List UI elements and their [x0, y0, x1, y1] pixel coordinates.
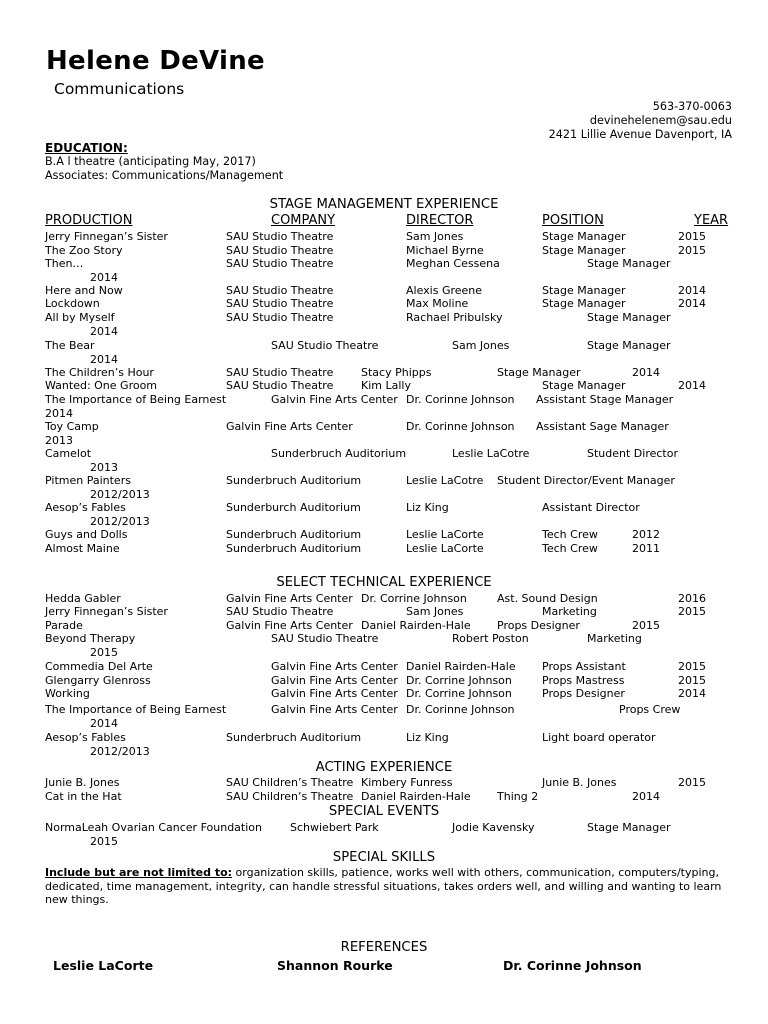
- stage-row: [0, 311, 768, 338]
- year: 2015: [678, 244, 706, 257]
- special-events-heading: SPECIAL EVENTS: [328, 804, 440, 819]
- company: Galvin Fine Arts Center: [226, 420, 353, 433]
- company: SAU Studio Theatre: [226, 311, 334, 324]
- skills-paragraph: [45, 866, 735, 907]
- stage-row: [0, 501, 768, 528]
- position: Assistant Stage Manager: [536, 393, 674, 406]
- year: 2015: [90, 646, 118, 659]
- production: The Importance of Being Earnest: [45, 393, 227, 406]
- year: 2014: [45, 407, 73, 420]
- company: SAU Studio Theatre: [226, 605, 334, 618]
- production: Camelot: [45, 447, 92, 460]
- year: 2012: [632, 528, 660, 541]
- director: Kim Lally: [361, 379, 411, 392]
- director: Alexis Greene: [406, 284, 483, 297]
- company: Galvin Fine Arts Center: [271, 393, 398, 406]
- acting-row: [0, 790, 768, 804]
- production: Commedia Del Arte: [45, 660, 153, 673]
- director: Jodie Kavensky: [452, 821, 535, 834]
- stage-row: [0, 420, 768, 447]
- candidate-field: Communications: [54, 80, 185, 98]
- email-address: devinehelenem@sau.edu: [589, 114, 732, 127]
- position: Stage Manager: [542, 297, 626, 310]
- year: 2011: [632, 542, 660, 555]
- director: Dr. Corrine Johnson: [361, 592, 467, 605]
- company: SAU Children’s Theatre: [226, 776, 354, 789]
- special-skills-heading: SPECIAL SKILLS: [332, 850, 436, 865]
- column-company: COMPANY: [271, 213, 336, 228]
- company: SAU Studio Theatre: [226, 366, 334, 379]
- production: Aesop’s Fables: [45, 501, 126, 514]
- education-heading: EDUCATION:: [45, 141, 128, 155]
- year: 2015: [678, 674, 706, 687]
- position: Assistant Sage Manager: [536, 420, 669, 433]
- stage-row: [0, 542, 768, 556]
- company: Sunderbruch Auditorium: [226, 731, 362, 744]
- company: Sunderbruch Auditorium: [226, 542, 362, 555]
- education-line: Associates: Communications/Management: [45, 169, 284, 182]
- production: Then…: [45, 257, 84, 270]
- year: 2014: [632, 366, 660, 379]
- stage-row: [0, 366, 768, 380]
- stage-row: [0, 393, 768, 420]
- production: Glengarry Glenross: [45, 674, 151, 687]
- company: Sunderbruch Auditorium: [226, 474, 362, 487]
- year: 2014: [90, 717, 118, 730]
- position: Light board operator: [542, 731, 656, 744]
- references-heading: REFERENCES: [340, 940, 428, 955]
- director: Sam Jones: [452, 339, 510, 352]
- stage-row: [0, 528, 768, 542]
- director: Max Moline: [406, 297, 469, 310]
- production: Cat in the Hat: [45, 790, 122, 803]
- phone-number: 563-370-0063: [652, 100, 732, 113]
- year: 2014: [90, 271, 118, 284]
- director: Sam Jones: [406, 605, 464, 618]
- position: Stage Manager: [497, 366, 581, 379]
- technical-row: [0, 674, 768, 688]
- company: SAU Children’s Theatre: [226, 790, 354, 803]
- year: 2013: [90, 461, 118, 474]
- production: Pitmen Painters: [45, 474, 131, 487]
- year: 2014: [678, 297, 706, 310]
- company: SAU Studio Theatre: [226, 284, 334, 297]
- candidate-name: Helene DeVine: [46, 46, 265, 76]
- director: Michael Byrne: [406, 244, 484, 257]
- technical-row: [0, 660, 768, 674]
- production: Aesop’s Fables: [45, 731, 126, 744]
- year: 2015: [678, 776, 706, 789]
- director: Dr. Corrine Johnson: [406, 674, 512, 687]
- production: All by Myself: [45, 311, 115, 324]
- education-line: B.A l theatre (anticipating May, 2017): [45, 155, 256, 168]
- street-address: 2421 Lillie Avenue Davenport, IA: [548, 128, 732, 141]
- year: 2012/2013: [90, 488, 150, 501]
- production: Beyond Therapy: [45, 632, 136, 645]
- position: Stage Manager: [587, 821, 671, 834]
- year: 2015: [632, 619, 660, 632]
- director: Daniel Rairden-Hale: [361, 790, 471, 803]
- position: Stage Manager: [542, 244, 626, 257]
- role: Thing 2: [497, 790, 539, 803]
- skills-lead: Include but are not limited to:: [45, 866, 233, 879]
- reference-name: Dr. Corinne Johnson: [503, 958, 642, 973]
- company: Galvin Fine Arts Center: [271, 703, 398, 716]
- stage-row: [0, 447, 768, 474]
- company: Galvin Fine Arts Center: [271, 687, 398, 700]
- position: Stage Manager: [587, 257, 671, 270]
- year: 2015: [678, 605, 706, 618]
- director: Meghan Cessena: [406, 257, 500, 270]
- position: Stage Manager: [542, 284, 626, 297]
- technical-row: [0, 619, 768, 633]
- director: Dr. Corrine Johnson: [406, 687, 512, 700]
- director: Liz King: [406, 731, 449, 744]
- technical-row: [0, 687, 768, 701]
- position: Stage Manager: [587, 339, 671, 352]
- year: 2012/2013: [90, 515, 150, 528]
- acting-heading: ACTING EXPERIENCE: [315, 760, 453, 775]
- column-director: DIRECTOR: [406, 213, 474, 228]
- position: Marketing: [587, 632, 642, 645]
- company: Sunderburch Auditorium: [226, 501, 361, 514]
- stage-row: [0, 379, 768, 393]
- company: Galvin Fine Arts Center: [226, 592, 353, 605]
- production: Jerry Finnegan’s Sister: [45, 605, 168, 618]
- position: Ast. Sound Design: [497, 592, 598, 605]
- position: Props Designer: [497, 619, 580, 632]
- reference-name: Leslie LaCorte: [53, 958, 154, 973]
- production: The Children’s Hour: [45, 366, 154, 379]
- stage-row: [0, 257, 768, 284]
- technical-row: [0, 731, 768, 758]
- company: SAU Studio Theatre: [271, 632, 379, 645]
- director: Daniel Rairden-Hale: [361, 619, 471, 632]
- position: Tech Crew: [542, 528, 598, 541]
- production: Wanted: One Groom: [45, 379, 158, 392]
- stage-row: [0, 230, 768, 244]
- event-name: NormaLeah Ovarian Cancer Foundation: [45, 821, 262, 834]
- production: Jerry Finnegan’s Sister: [45, 230, 168, 243]
- position: Student Director/Event Manager: [497, 474, 675, 487]
- production: Working: [45, 687, 90, 700]
- venue: Schwiebert Park: [290, 821, 379, 834]
- director: Kimbery Funress: [361, 776, 453, 789]
- year: 2015: [678, 660, 706, 673]
- production: The Bear: [45, 339, 95, 352]
- column-year: YEAR: [694, 213, 729, 228]
- position: Props Assistant: [542, 660, 626, 673]
- column-production: PRODUCTION: [45, 213, 133, 228]
- reference-name: Shannon Rourke: [277, 958, 393, 973]
- technical-row: [0, 592, 768, 606]
- stage-row: [0, 244, 768, 258]
- event-row: [0, 821, 768, 848]
- director: Dr. Corinne Johnson: [406, 393, 515, 406]
- column-position: POSITION: [542, 213, 604, 228]
- production: Toy Camp: [45, 420, 99, 433]
- year: 2012/2013: [90, 745, 150, 758]
- director: Rachael Pribulsky: [406, 311, 503, 324]
- year: 2015: [90, 835, 118, 848]
- position: Props Designer: [542, 687, 625, 700]
- production: Hedda Gabler: [45, 592, 121, 605]
- production: Almost Maine: [45, 542, 120, 555]
- stage-management-heading: STAGE MANAGEMENT EXPERIENCE: [269, 197, 499, 212]
- position: Tech Crew: [542, 542, 598, 555]
- company: SAU Studio Theatre: [226, 257, 334, 270]
- year: 2016: [678, 592, 706, 605]
- director: Robert Poston: [452, 632, 529, 645]
- position: Assistant Director: [542, 501, 640, 514]
- position: Stage Manager: [542, 230, 626, 243]
- year: 2014: [632, 790, 660, 803]
- position: Stage Manager: [587, 311, 671, 324]
- position: Student Director: [587, 447, 678, 460]
- position: Props Mastress: [542, 674, 625, 687]
- year: 2013: [45, 434, 73, 447]
- stage-row: [0, 474, 768, 501]
- director: Dr. Corinne Johnson: [406, 703, 515, 716]
- position: Stage Manager: [542, 379, 626, 392]
- director: Leslie LaCotre: [452, 447, 530, 460]
- technical-heading: SELECT TECHNICAL EXPERIENCE: [276, 575, 492, 590]
- year: 2014: [90, 353, 118, 366]
- company: Sunderbruch Auditorium: [226, 528, 362, 541]
- director: Leslie LaCorte: [406, 542, 484, 555]
- production: Lockdown: [45, 297, 100, 310]
- year: 2014: [678, 379, 706, 392]
- stage-row: [0, 339, 768, 366]
- stage-row: [0, 297, 768, 311]
- director: Sam Jones: [406, 230, 464, 243]
- position: Props Crew: [619, 703, 681, 716]
- production: The Importance of Being Earnest: [45, 703, 227, 716]
- year: 2014: [90, 325, 118, 338]
- production: Parade: [45, 619, 83, 632]
- skills-text: organization skills, patience, works well with others, communication, computers/typing, dedicated, time management, integrity, can handle stressful situations, takes orders well, and willing and wanting to learn new things.: [45, 866, 722, 906]
- production: Here and Now: [45, 284, 123, 297]
- position: Marketing: [542, 605, 597, 618]
- technical-row: [0, 605, 768, 619]
- company: SAU Studio Theatre: [226, 379, 334, 392]
- director: Dr. Corinne Johnson: [406, 420, 515, 433]
- director: Leslie LaCorte: [406, 528, 484, 541]
- acting-row: [0, 776, 768, 790]
- director: Liz King: [406, 501, 449, 514]
- stage-row: [0, 284, 768, 298]
- company: SAU Studio Theatre: [226, 297, 334, 310]
- company: SAU Studio Theatre: [271, 339, 379, 352]
- director: Leslie LaCotre: [406, 474, 484, 487]
- company: SAU Studio Theatre: [226, 244, 334, 257]
- technical-row: [0, 703, 768, 730]
- role: Junie B. Jones: [542, 776, 617, 789]
- company: SAU Studio Theatre: [226, 230, 334, 243]
- director: Daniel Rairden-Hale: [406, 660, 516, 673]
- director: Stacy Phipps: [361, 366, 432, 379]
- production: Junie B. Jones: [45, 776, 120, 789]
- company: Galvin Fine Arts Center: [271, 674, 398, 687]
- production: The Zoo Story: [45, 244, 123, 257]
- year: 2015: [678, 230, 706, 243]
- company: Sunderbruch Auditorium: [271, 447, 407, 460]
- production: Guys and Dolls: [45, 528, 128, 541]
- year: 2014: [678, 284, 706, 297]
- technical-row: [0, 632, 768, 659]
- company: Galvin Fine Arts Center: [226, 619, 353, 632]
- year: 2014: [678, 687, 706, 700]
- company: Galvin Fine Arts Center: [271, 660, 398, 673]
